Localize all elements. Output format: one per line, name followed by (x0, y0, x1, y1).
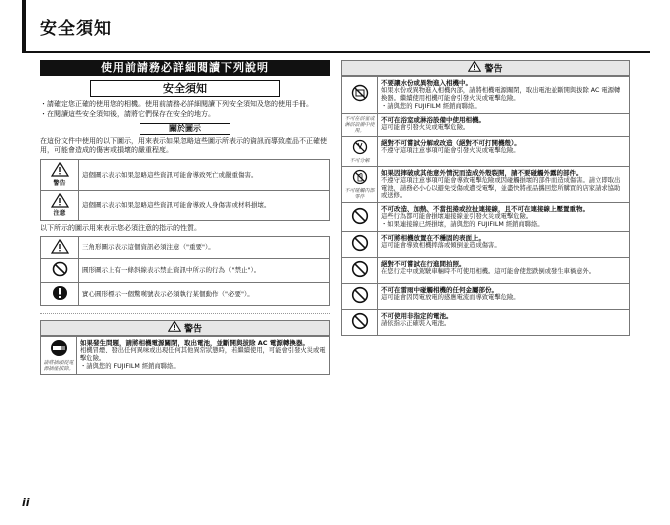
warning-header (341, 60, 630, 76)
intro-bullet-text: 請確定您正確的使用您的相機。使用前請務必詳細閱讀下列安全須知及您的使用手冊。 (47, 100, 313, 108)
level-row (41, 160, 330, 190)
warning-caption: 不可碰觸內部零件 (344, 187, 375, 200)
warning-row (342, 257, 630, 283)
warning-content (378, 309, 630, 335)
level-icon-cell (41, 190, 79, 220)
warning-caption: 請將插頭從電源插座拔除。 (43, 360, 74, 373)
prohibited-icon (351, 260, 369, 278)
symbol-icon-cell (41, 259, 79, 282)
warning-icon-cell (342, 309, 378, 335)
warning-body: 這可能會因閃電放電的感應電流而導致電擊危險。 (381, 293, 520, 301)
warning-content (378, 283, 630, 309)
warning-icon-cell (342, 203, 378, 232)
symbol-text: 三角形圖示表示這個資訊必須注意（"重要"）。 (79, 236, 330, 258)
warning-title: 不可改造、加熱、不當扭捲或拉扯連接線，且不可在連接線上壓置重物。 (381, 205, 589, 214)
warning-title: 如果發生問題，請將相機電源關閉，取出電池，並斷開與拔除 AC 電源轉換器。 (80, 339, 309, 348)
warning-caption: 不可在浴室或淋浴設備中使用。 (344, 115, 375, 134)
no-touch-icon (352, 169, 368, 185)
warning-icon-cell (41, 337, 77, 375)
prohibited-icon (351, 286, 369, 304)
right-column (341, 60, 630, 336)
triangle-icon (51, 239, 69, 254)
warning-content (378, 257, 630, 283)
warning-header-label: 警告 (484, 64, 503, 75)
warning-body: 這可能會導致相機摔落或傾倒並造成傷害。 (381, 242, 501, 250)
warning-row (342, 283, 630, 309)
warning-title: 不可在浴室或淋浴設備中使用相機。 (381, 115, 485, 124)
warning-icon-cell (342, 166, 378, 203)
warning-body: 這可能會引發火災或電擊危險。 (381, 123, 470, 131)
warning-title: 不可將相機放置在不穩固的表面上。 (381, 234, 485, 243)
warning-header (40, 320, 330, 336)
symbol-row (41, 236, 330, 258)
left-column (40, 60, 330, 375)
symbols-intro: 以下所示的圖示用來表示您必須注意的指示的性質。 (40, 223, 201, 232)
unplug-icon (49, 339, 69, 357)
warning-triangle-icon (468, 61, 481, 72)
warning-row (342, 113, 630, 136)
mandatory-icon (52, 285, 68, 301)
symbol-table (40, 236, 330, 306)
warning-icon-cell (342, 77, 378, 114)
icons-intro: 在這份文件中使用的以下圖示，用來表示如果忽略這些圖示所表示的資訊而導致產品不正確使用，可能會造成的傷害或損壞的嚴重程度。 (40, 137, 327, 155)
warning-body: 不遵守這項注意事項可能會引發火災或電擊危險。 (381, 146, 520, 154)
prohibited-icon (52, 261, 68, 277)
warning-body: 相機冒煙、發出任何異味或出現任何其他異常狀態時，若繼續使用，可能會引發火災或電擊危險。 (80, 347, 326, 363)
level-text: 這個圖示表示如果忽略這些資訊可能會導致人身傷害或材料損壞。 (79, 190, 330, 220)
warning-row (342, 77, 630, 114)
safety-heading: 安全須知 (90, 80, 280, 97)
intro-bullet: ・請確定您正確的使用您的相機。使用前請務必詳細閱讀下列安全須知及您的使用手冊。 (40, 100, 313, 108)
warning-note: ・請與您的 FUJIFILM 經銷商聯絡。 (381, 102, 481, 110)
level-text: 這個圖示表示如果忽略這些資訊可能會導致死亡或嚴重傷害。 (79, 160, 330, 190)
symbol-icon-cell (41, 282, 79, 305)
title-rule (22, 51, 650, 53)
no-disassemble-icon (352, 139, 368, 155)
title-accent-bar (22, 0, 26, 52)
warning-body: 請依指示正確裝入電池。 (381, 319, 451, 327)
symbol-row (41, 282, 330, 305)
warning-header-label: 警告 (183, 324, 202, 335)
no-water-icon (351, 84, 369, 102)
warning-triangle-icon (168, 321, 181, 332)
warning-content (77, 337, 330, 375)
warning-title: 不可在雷雨中碰觸相機的任何金屬部份。 (381, 285, 498, 294)
warning-row (342, 203, 630, 232)
symbol-icon-cell (41, 236, 79, 258)
intro-banner: 使用前請務必詳細閱讀下列說明 (40, 60, 330, 76)
warning-title: 絕對不可嘗試在行進間拍照。 (381, 259, 466, 268)
warning-title: 不可使用非指定的電池。 (381, 311, 453, 320)
warning-title: 絕對不可嘗試分解或改造（絕對不可打開機殼）。 (381, 138, 521, 147)
warning-icon-cell (342, 257, 378, 283)
prohibited-icon (351, 312, 369, 330)
warning-body: 這些行為都可能會損壞連接線並引發火災或電擊危險。 (381, 213, 533, 221)
level-label: 警告 (53, 179, 66, 187)
warning-icon-cell (342, 283, 378, 309)
warning-row (342, 166, 630, 203)
level-label: 注意 (53, 210, 66, 218)
warning-table (40, 336, 330, 375)
symbol-row (41, 259, 330, 282)
prohibited-icon (351, 207, 369, 225)
warning-triangle-icon (51, 162, 69, 177)
warning-icon-cell (342, 232, 378, 258)
level-table (40, 159, 330, 220)
warning-title: 如果因摔破或其他意外情況而造成外殼裂開，請不要碰觸外露的部件。 (381, 168, 583, 177)
warning-row (342, 309, 630, 335)
prohibited-icon (351, 234, 369, 252)
icons-heading: 關於圖示 (140, 123, 230, 135)
warning-content (378, 113, 630, 136)
warning-icon-cell (342, 113, 378, 136)
warning-content (378, 166, 630, 203)
warning-caption: 不可分解 (349, 157, 370, 164)
warning-content (378, 77, 630, 114)
level-icon-cell (41, 160, 79, 190)
page-number: ii (22, 496, 30, 509)
warning-row (342, 136, 630, 166)
level-row (41, 190, 330, 220)
warning-body: 不遵守這項注意事項可能會導致電擊危險或因碰觸損壞的部件而造成傷害。請立即取出電池，請務必小心以避免受傷或遭受電擊，並盡快將產品攜回您所購買的店家請求協助或送修。 (381, 176, 621, 200)
intro-bullet-text: 在閱讀這些安全須知後，請將它們保存在安全的地方。 (47, 110, 215, 119)
warning-title: 不要讓水份或異物進入相機中。 (381, 79, 472, 87)
warning-content (378, 203, 630, 232)
divider (40, 306, 330, 314)
warning-note: ・請與您的 FUJIFILM 經銷商聯絡。 (80, 363, 180, 371)
intro-bullet: ・在閱讀這些安全須知後，請將它們保存在安全的地方。 (40, 110, 215, 119)
warning-note: ・如果連接線已經損壞，請與您的 FUJIFILM 經銷商聯絡。 (381, 221, 544, 229)
page-title: 安全須知 (40, 19, 112, 39)
warning-body: 在您行走中或駕駛車輛時不可使用相機。這可能會使您跌倒或發生車禍意外。 (381, 268, 596, 276)
symbol-text: 實心圓形標示一個驚嘆號表示必須執行某個動作（"必要"）。 (79, 282, 330, 305)
symbol-text: 圓形圖示上有一條斜線表示禁止資訊中所示的行為（"禁止"）。 (79, 259, 330, 282)
warning-content (378, 136, 630, 166)
warning-row (41, 337, 330, 375)
warning-table (341, 76, 630, 336)
warning-icon-cell (342, 136, 378, 166)
warning-body: 如果水份或異物進入相機內部，請將相機電源關閉，取出電池並斷開與拔除 AC 電源轉換器。繼續使用相機可能會引發火災或電擊危險。 (381, 87, 621, 102)
warning-row (342, 232, 630, 258)
caution-triangle-icon (51, 193, 69, 208)
warning-content (378, 232, 630, 258)
